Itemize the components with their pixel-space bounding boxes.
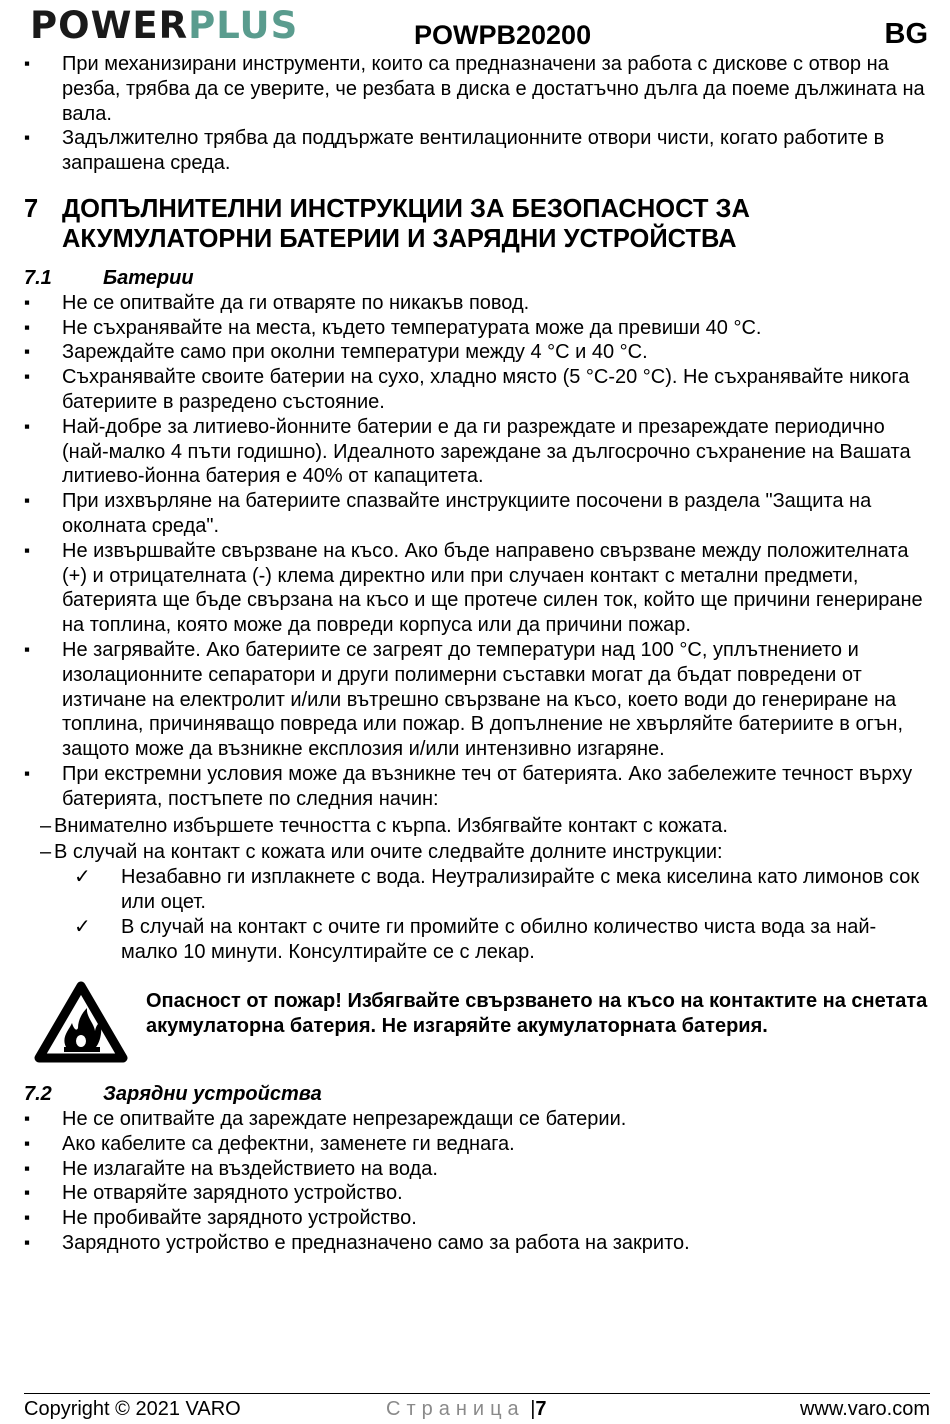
list-item: ▪ Най-добре за литиево-йонните батерии е да ги разреждате и презареждате периодично (най-малко 4 пъти годишно). Идеалното зареждане за дългосрочно съхранение на Вашата литиево-йонна батерия е 40% от капацитета. — [24, 415, 930, 489]
check-item-text: В случай на контакт с очите ги промийте с обилно количество чиста вода за най-малко 10 минути. Консултирайте се с лекар. — [121, 915, 877, 963]
subsection-title: Зарядни устройства — [103, 1083, 322, 1106]
fire-warning-block — [24, 980, 930, 1070]
list-item: ▪ Не загрявайте. Ако батериите се загреят до температури над 100 °C, уплътнението и изолационните сепаратори и други полимерни съставки могат да бъдат повредени от изтичане на електролит и/или вътрешно свързване на късо, което води до генериране на топлина, причиняващо повреда или пожар. В допълнение не хвърляйте батериите в огън, защото може да възникне експлозия и/или интензивно изгаряне. — [24, 638, 930, 762]
check-item-text: Незабавно ги изплакнете с вода. Неутрализирайте с мека киселина като лимонов сок или оцет. — [121, 866, 920, 913]
list-item: ▪ Не извършвайте свързване на късо. Ако бъде направено свързване между положителната (+) и отрицателната (-) клема директно или при случаен контакт с метални предмети, батерията ще бъде свързана на късо и ще протече силен ток, който ще причини генериране на топлина, която може да повреди корпуса или да причини пожар. — [24, 539, 930, 638]
fire-hazard-icon — [34, 980, 128, 1064]
subsection-number: 7.1 — [24, 266, 52, 289]
brand-logo-part1: POWER — [30, 4, 189, 47]
list-item: ▪ При механизирани инструменти, които са предназначени за работа с дискове с отвор на резба, трябва да се уверите, че резбата в диска е достатъчно дълга да поеме дължината на вала. — [24, 52, 930, 126]
section-7-heading — [24, 194, 930, 254]
check-item — [24, 865, 930, 915]
list-item: ▪ Не отваряйте зарядното устройство. — [24, 1181, 930, 1206]
batteries-bullet-list — [24, 291, 930, 812]
intro-bullet-list — [24, 52, 930, 176]
list-item: ▪ Не се опитвайте да ги отваряте по никакъв повод. — [24, 291, 930, 316]
section-number: 7 — [24, 194, 39, 223]
footer-divider — [24, 1393, 930, 1394]
subsection-title: Батерии — [103, 266, 194, 289]
list-item: ▪ Ако кабелите са дефектни, заменете ги веднага. — [24, 1132, 930, 1157]
warning-text: Опасност от пожар! Избягвайте свързването на късо на контактите на снетата акумулаторна батерия. Не изгаряйте акумулаторната батерия. — [146, 990, 928, 1038]
website-text: www.varo.com — [799, 1398, 930, 1420]
page-separator: | — [530, 1398, 536, 1420]
dash-item: – Внимателно избършете течността с кърпа. Избягвайте контакт с кожата. — [24, 814, 930, 839]
list-item: ▪ Зареждайте само при околни температури между 4 °C и 40 °C. — [24, 340, 930, 365]
page-number: 7 — [535, 1398, 547, 1420]
subsection-7-2-heading — [24, 1082, 930, 1107]
list-item: ▪ Не съхранявайте на места, където температурата може да превиши 40 °C. — [24, 316, 930, 341]
list-item: ▪ Съхранявайте своите батерии на сухо, хладно място (5 °C-20 °C). Не съхранявайте никога батериите в разредено състояние. — [24, 365, 930, 415]
model-number: POWPB20200 — [414, 20, 592, 50]
checkmark-icon: ✓ — [74, 866, 91, 889]
list-item: ▪ Задължително трябва да поддържате вентилационните отвори чисти, когато работите в запрашена среда. — [24, 126, 930, 176]
page-content — [24, 52, 930, 1256]
subsection-7-1-heading — [24, 266, 930, 291]
brand-logo — [30, 4, 298, 48]
list-item: ▪ При изхвърляне на батериите спазвайте инструкциите посочени в раздела "Защита на околната среда". — [24, 489, 930, 539]
list-item: ▪ Не пробивайте зарядното устройство. — [24, 1206, 930, 1231]
page-footer — [24, 1397, 930, 1423]
list-item: ▪ Не излагайте на въздействието на вода. — [24, 1157, 930, 1182]
list-item: ▪ Не се опитвайте да зареждате непрезареждащи се батерии. — [24, 1107, 930, 1132]
list-item: ▪ При екстремни условия може да възникне теч от батерията. Ако забележите течност върху батерията, постъпете по следния начин: — [24, 762, 930, 812]
page-indicator — [386, 1397, 547, 1421]
language-code: BG — [884, 18, 928, 50]
subsection-number: 7.2 — [24, 1083, 52, 1106]
checkmark-icon: ✓ — [74, 915, 91, 938]
brand-logo-part2: PLUS — [188, 4, 299, 47]
section-title: ДОПЪЛНИТЕЛНИ ИНСТРУКЦИИ ЗА БЕЗОПАСНОСТ ЗА АКУМУЛАТОРНИ БАТЕРИИ И ЗАРЯДНИ УСТРОЙСТВА — [62, 194, 750, 253]
page-header — [0, 0, 950, 52]
dash-item: – В случай на контакт с кожата или очите следвайте долните инструкции: — [24, 840, 930, 865]
page-label: Страница — [386, 1398, 525, 1420]
list-item: ▪ Зарядното устройство е предназначено само за работа на закрито. — [24, 1231, 930, 1256]
check-item — [24, 915, 930, 965]
copyright-text: Copyright © 2021 VARO — [24, 1398, 241, 1420]
chargers-bullet-list — [24, 1107, 930, 1256]
